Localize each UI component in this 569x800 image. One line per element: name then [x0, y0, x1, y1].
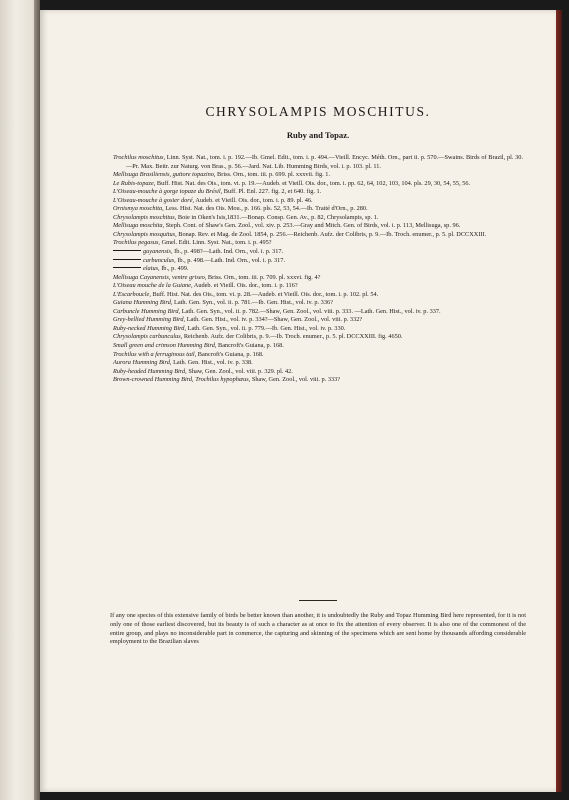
synonym-name: L'Oiseau-mouche à gosier doré, [113, 196, 195, 204]
synonym-reference: Gmel. Edit. Linn. Syst. Nat., tom. i. p. 495? [161, 239, 272, 247]
ditto-dash [113, 259, 141, 260]
synonymy-list [113, 154, 523, 385]
synonym-name: Small green and crimson Humming Bird, [113, 342, 217, 350]
synonym-reference: Ib., p. 498?—Lath. Ind. Orn., vol. i. p. 317. [174, 248, 284, 256]
synonym-name: Chrysolampis carbunculus, [113, 333, 183, 341]
synonym-entry [113, 214, 523, 223]
synonym-name: Brown-crowned Humming Bird, Trochilus hypophæus, [113, 376, 251, 384]
ditto-dash [113, 250, 141, 251]
synonym-entry [113, 325, 523, 334]
synonym-name: Mellisuga Cayanensis, ventre griseo, [113, 273, 207, 281]
synonym-name: L'Oiseau-mouche à gorge topaze du Brésil, [113, 188, 223, 196]
synonym-reference: Briss. Orn., tom. iii. p. 709. pl. xxxvi. fig. 4? [207, 273, 321, 281]
synonym-entry [113, 282, 523, 291]
synonym-name: Trochilus moschitus, [113, 154, 166, 161]
synonym-name: Trochilus pegasus, [113, 239, 160, 247]
synonym-entry [113, 205, 523, 214]
synonym-reference: Buff. Hist. Nat. des Ois., tom. vi. p. 19.—Audeb. et Vieill. Ois. dor., tom. i. pp. 62, 64, 102, 103, 104. pls. 29, 30, 54, 55, 56. [156, 179, 471, 187]
synonym-entry [113, 359, 523, 368]
synonym-name: elatus, [143, 265, 160, 273]
synonym-name: Guiana Humming Bird, [113, 299, 173, 307]
synonym-entry [113, 342, 523, 351]
synonym-name: Chrysolampis moschitus, [113, 213, 177, 221]
synonym-reference: Audeb. et Vieill. Ois. dor., tom. i. p. 89. pl. 46. [195, 196, 313, 204]
synonym-name: Ornismya moschita, [113, 205, 164, 213]
synonym-reference: Lath. Gen. Syn., vol. ii. p. 781.—Ib. Gen. Hist., vol. iv. p. 336? [174, 299, 333, 307]
species-title: CHRYSOLAMPIS MOSCHITUS. [205, 104, 431, 119]
synonym-reference: Lath. Gen. Hist., vol. iv. p. 338. [173, 359, 253, 367]
synonym-reference: Reichenb. Aufz. der Colibris, p. 9.—Ib. Troch. enumer., p. 5. pl. DCCXXIII. fig. 4650. [183, 333, 403, 341]
synonym-name: carbunculus, [143, 256, 176, 264]
synonym-reference: Bonap. Rev. et Mag. de Zool. 1854, p. 256.—Reichenb. Aufz. der Colibris, p. 9.—Ib. Troch. enumer., p. 5. pl. DCCXXIII. [178, 230, 487, 238]
section-divider [299, 600, 337, 601]
synonym-reference: Boie in Oken's Isis,1831.—Bonap. Consp. Gen. Av., p. 82, Chrysolampis, sp. 1. [177, 213, 379, 221]
synonym-entry [113, 291, 523, 300]
common-name: Ruby and Topaz. [286, 130, 350, 140]
synonym-reference: Audeb. et Vieill. Ois. dor., tom. i. p. 116? [193, 282, 298, 290]
ditto-dash [113, 267, 141, 268]
synonym-reference: Briss. Orn., tom. iii. p. 699. pl. xxxvii. fig. 1. [217, 171, 331, 179]
synonym-entry [113, 308, 523, 317]
synonym-reference: Ib., p. 498.—Lath. Ind. Orn., vol. i. p. 317. [177, 256, 286, 264]
synonym-entry [113, 248, 523, 257]
synonym-entry [113, 239, 523, 248]
synonym-reference: Bancroft's Guiana, p. 168. [197, 350, 264, 358]
synonym-entry [113, 316, 523, 325]
synonym-reference: Lath. Gen. Syn., vol. ii. p. 782.—Shaw, Gen. Zool., vol. viii. p. 333. —Lath. Gen. Hist., vol. iv. p. 337. [181, 307, 441, 315]
synonym-entry [113, 351, 523, 360]
synonym-entry [113, 154, 523, 171]
synonym-entry [113, 265, 523, 274]
synonym-name: L'Oiseau mouche de la Guiane, [113, 282, 193, 290]
synonym-entry [113, 222, 523, 231]
synonym-reference: Bancroft's Guiana, p. 168. [218, 342, 284, 350]
synonym-name: Mellisuga Brasiliensis, guttore topazino, [113, 171, 216, 179]
synonym-entry [113, 171, 523, 180]
synonym-name: Grey-bellied Humming Bird, [113, 316, 186, 324]
synonym-reference: Linn. Syst. Nat., tom. i. p. 192.—Ib. Gmel. Edit., tom. i. p. 494.—Vieill. Encyc. Méth. Orn., part ii. p. 570.—Swains. Birds of Brazil, pl. 30.—Pr. Max. Beitr. zur Naturg. von Bras., p. 56.—Jard. Nat. Lib. Humming Birds, vol. i. p. 103. pl. 11. [126, 154, 524, 170]
synonym-reference: Steph. Cont. of Shaw's Gen. Zool., vol. xiv. p. 253.—Gray and Mitch. Gen. of Birds, vol. i. p. 113, Mellisuga, sp. 96. [165, 222, 461, 230]
synonym-entry [113, 188, 523, 197]
synonym-name: Ruby-headed Humming Bird, [113, 367, 187, 375]
synonym-entry [113, 197, 523, 206]
synonym-reference: Buff. Pl. Enl. 227. fig. 2, et 640. fig. 1. [223, 188, 322, 196]
page-edge-right [556, 10, 562, 792]
synonym-reference: Lath. Gen. Hist., vol. iv. p. 334?—Shaw, Gen. Zool., vol. viii. p. 332? [186, 316, 363, 324]
synonym-name: Trochilus with a ferruginous tail, [113, 350, 197, 358]
synonym-name: L'Escarboucle, [113, 290, 151, 298]
synonym-reference: Lath. Gen. Syn., vol. ii. p. 779.—Ib. Gen. Hist., vol. iv. p. 330. [187, 324, 346, 332]
synonym-entry [113, 231, 523, 240]
synonym-name: Aurora Humming Bird, [113, 359, 172, 367]
synonym-reference: Less. Hist. Nat. des Ois. Mou., p. 166. pls. 52, 53, 54.—Ib. Traité d'Orn., p. 280. [165, 205, 368, 213]
synonym-entry [113, 274, 523, 283]
synonym-entry [113, 257, 523, 266]
synonym-name: Ruby-necked Humming Bird, [113, 324, 187, 332]
synonym-entry [113, 180, 523, 189]
description-paragraph: If any one species of this extensive family of birds be better known than another, it is undoubtedly the Ruby and Topaz Humming Bird here represented, for it is not only one of those earliest discovered, but its beauty is of such a character as at once to fix the attention of every observer. It is also one of the commonest of the entire group, and plays no inconsiderable part in commerce, the capturing and skinning of the specimens which are sent home by thousands affording considerable employment to the Brazilian slaves [110, 612, 526, 646]
book-page [40, 10, 556, 792]
synonym-entry [113, 299, 523, 308]
synonym-entry [113, 333, 523, 342]
synonym-name: guyanensis, [143, 248, 173, 256]
synonym-reference: Shaw, Gen. Zool., vol. viii. p. 333? [251, 376, 341, 384]
synonym-entry [113, 376, 523, 385]
synonym-entry [113, 368, 523, 377]
synonym-reference: Shaw, Gen. Zool., vol. viii. p. 329. pl. 42. [188, 367, 293, 375]
synonym-name: Mellisuga moschita, [113, 222, 165, 230]
synonym-reference: Ib., p. 499. [161, 265, 189, 273]
synonym-name: Le Rubis-topaze, [113, 179, 156, 187]
synonym-name: Chrysolampis mosquitus, [113, 230, 177, 238]
synonym-reference: Buff. Hist. Nat. des Ois., tom. vi. p. 28.—Audeb. et Vieill. Ois. dor., tom. i. p. 102. pl. 54. [152, 290, 379, 298]
synonym-name: Carbuncle Humming Bird, [113, 307, 181, 315]
